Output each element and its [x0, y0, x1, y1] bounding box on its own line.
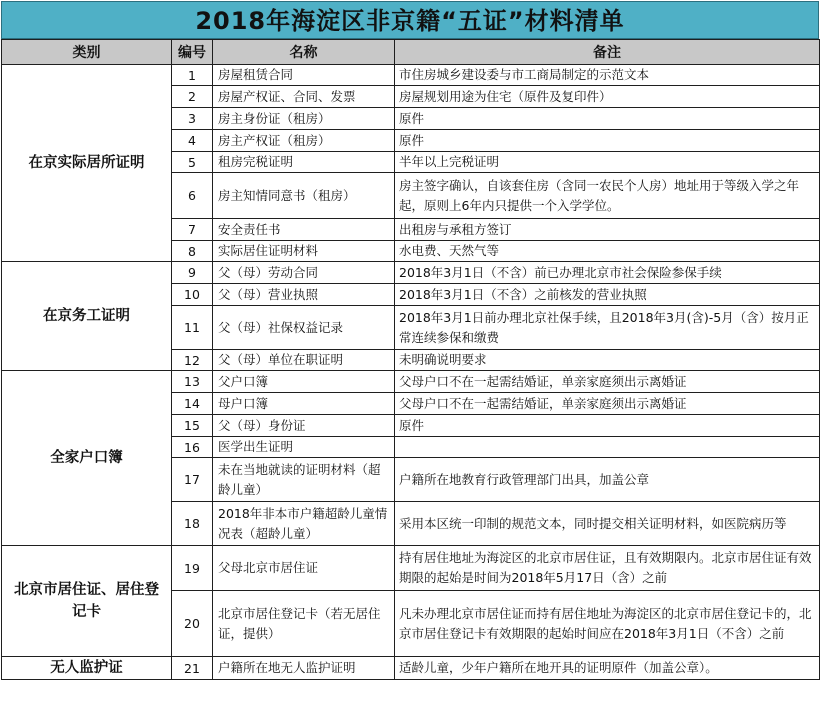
number-cell: 5: [172, 152, 213, 173]
name-cell: 房主产权证（租房）: [213, 130, 395, 152]
name-cell: 实际居住证明材料: [213, 241, 395, 262]
category-cell: 全家户口簿: [2, 371, 172, 546]
name-cell: 父（母）身份证: [213, 415, 395, 437]
name-cell: 2018年非本市户籍超龄儿童情况表（超龄儿童）: [213, 502, 395, 546]
table-body: [2, 65, 820, 680]
header-number: 编号: [172, 40, 213, 65]
document-sheet: [1, 1, 819, 680]
number-cell: 4: [172, 130, 213, 152]
header-category: 类别: [2, 40, 172, 65]
name-cell: 母户口簿: [213, 393, 395, 415]
number-cell: 13: [172, 371, 213, 393]
note-cell: 2018年3月1日（不含）之前核发的营业执照: [395, 284, 820, 306]
header-name: 名称: [213, 40, 395, 65]
note-cell: 水电费、天然气等: [395, 241, 820, 262]
category-cell: 无人监护证: [2, 657, 172, 680]
table-row: [2, 262, 820, 284]
name-cell: 租房完税证明: [213, 152, 395, 173]
name-cell: 父（母）劳动合同: [213, 262, 395, 284]
note-cell: 房主签字确认，自该套住房（含同一农民个人房）地址用于等级入学之年起，原则上6年内只提供一个入学学位。: [395, 173, 820, 219]
name-cell: 医学出生证明: [213, 437, 395, 458]
note-cell: 原件: [395, 130, 820, 152]
note-cell: 父母户口不在一起需结婚证，单亲家庭须出示离婚证: [395, 393, 820, 415]
number-cell: 16: [172, 437, 213, 458]
table-row: [2, 657, 820, 680]
name-cell: 房屋产权证、合同、发票: [213, 86, 395, 108]
name-cell: 房主身份证（租房）: [213, 108, 395, 130]
category-cell: 在京务工证明: [2, 262, 172, 371]
note-cell: 2018年3月1日前办理北京社保手续，且2018年3月(含)-5月（含）按月正常连续参保和缴费: [395, 306, 820, 350]
note-cell: 父母户口不在一起需结婚证，单亲家庭须出示离婚证: [395, 371, 820, 393]
number-cell: 12: [172, 350, 213, 371]
note-cell: 半年以上完税证明: [395, 152, 820, 173]
name-cell: 父（母）单位在职证明: [213, 350, 395, 371]
number-cell: 1: [172, 65, 213, 86]
number-cell: 8: [172, 241, 213, 262]
number-cell: 20: [172, 591, 213, 657]
note-cell: 2018年3月1日（不含）前已办理北京市社会保险参保手续: [395, 262, 820, 284]
note-cell: 适龄儿童，少年户籍所在地开具的证明原件（加盖公章）。: [395, 657, 820, 680]
note-cell: 出租房与承租方签订: [395, 219, 820, 241]
name-cell: 户籍所在地无人监护证明: [213, 657, 395, 680]
number-cell: 18: [172, 502, 213, 546]
number-cell: 11: [172, 306, 213, 350]
note-cell: 市住房城乡建设委与市工商局制定的示范文本: [395, 65, 820, 86]
note-cell: [395, 437, 820, 458]
number-cell: 9: [172, 262, 213, 284]
number-cell: 17: [172, 458, 213, 502]
table-header-row: [2, 40, 820, 65]
number-cell: 19: [172, 546, 213, 591]
materials-table: [1, 39, 820, 680]
number-cell: 6: [172, 173, 213, 219]
number-cell: 21: [172, 657, 213, 680]
name-cell: 父户口簿: [213, 371, 395, 393]
number-cell: 15: [172, 415, 213, 437]
page-title: 2018年海淀区非京籍“五证”材料清单: [1, 1, 819, 39]
note-cell: 户籍所在地教育行政管理部门出具，加盖公章: [395, 458, 820, 502]
name-cell: 北京市居住登记卡（若无居住证，提供）: [213, 591, 395, 657]
note-cell: 采用本区统一印制的规范文本，同时提交相关证明材料，如医院病历等: [395, 502, 820, 546]
name-cell: 安全责任书: [213, 219, 395, 241]
note-cell: 原件: [395, 108, 820, 130]
number-cell: 14: [172, 393, 213, 415]
number-cell: 2: [172, 86, 213, 108]
header-note: 备注: [395, 40, 820, 65]
number-cell: 7: [172, 219, 213, 241]
name-cell: 父（母）社保权益记录: [213, 306, 395, 350]
table-row: [2, 371, 820, 393]
name-cell: 父母北京市居住证: [213, 546, 395, 591]
number-cell: 10: [172, 284, 213, 306]
note-cell: 原件: [395, 415, 820, 437]
number-cell: 3: [172, 108, 213, 130]
note-cell: 持有居住地址为海淀区的北京市居住证，且有效期限内。北京市居住证有效期限的起始是时间为2018年5月17日（含）之前: [395, 546, 820, 591]
table-row: [2, 546, 820, 591]
name-cell: 未在当地就读的证明材料（超龄儿童）: [213, 458, 395, 502]
note-cell: 凡未办理北京市居住证而持有居住地址为海淀区的北京市居住登记卡的，北京市居住登记卡有效期限的起始时间应在2018年3月1日（不含）之前: [395, 591, 820, 657]
note-cell: 未明确说明要求: [395, 350, 820, 371]
name-cell: 房主知情同意书（租房）: [213, 173, 395, 219]
category-cell: 在京实际居所证明: [2, 65, 172, 262]
note-cell: 房屋规划用途为住宅（原件及复印件）: [395, 86, 820, 108]
table-row: [2, 65, 820, 86]
name-cell: 房屋租赁合同: [213, 65, 395, 86]
name-cell: 父（母）营业执照: [213, 284, 395, 306]
category-cell: 北京市居住证、居住登记卡: [2, 546, 172, 657]
